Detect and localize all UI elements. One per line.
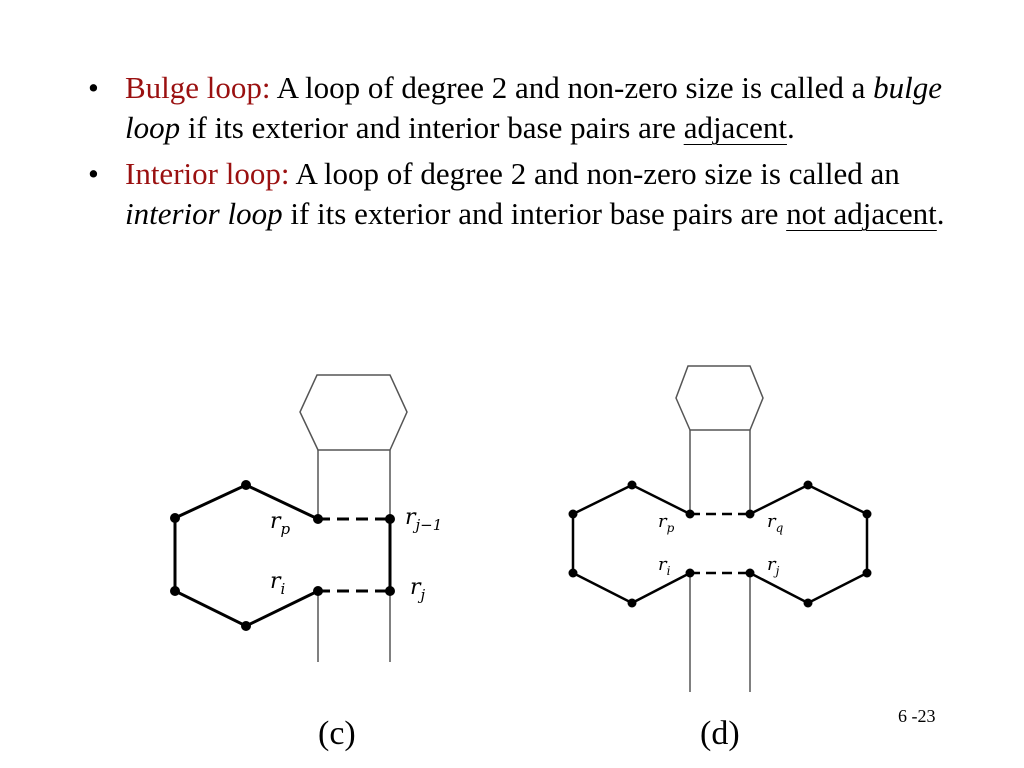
loop-backbone-left: [573, 485, 690, 603]
loop-backbone-right: [750, 485, 867, 603]
nucleotide-node: [746, 510, 755, 519]
nucleotide-node: [569, 510, 578, 519]
emphasized-term: interior loop: [125, 196, 283, 231]
label-rj-minus-1: $r_{j-1}$: [405, 505, 443, 534]
label-ri: $r_i$: [270, 569, 286, 598]
hairpin-loop-d: [676, 366, 763, 430]
nucleotide-node: [804, 481, 813, 490]
emphasized-term: bulge loop: [125, 70, 942, 145]
nucleotide-node: [385, 586, 395, 596]
figure-c-bulge-loop: [170, 375, 442, 662]
label-rq: $r_q$: [767, 511, 784, 535]
nucleotide-node: [170, 513, 180, 523]
definition-text: A loop of degree 2 and non-zero size is called an: [289, 156, 900, 191]
nucleotide-node: [863, 510, 872, 519]
bullet-dot: •: [88, 70, 99, 105]
caption-c: (c): [318, 715, 356, 752]
label-rp: $r_p$: [658, 511, 675, 535]
label-rj: $r_j$: [767, 554, 780, 578]
label-rj: $r_j$: [410, 575, 426, 604]
underlined-word: adjacent: [683, 110, 787, 145]
definition-text: if its exterior and interior base pairs are: [180, 110, 684, 145]
hairpin-loop-c: [300, 375, 407, 450]
nucleotide-node: [746, 569, 755, 578]
nucleotide-node: [313, 514, 323, 524]
nucleotide-node: [628, 481, 637, 490]
nucleotide-node: [170, 586, 180, 596]
nucleotide-node: [569, 569, 578, 578]
term-interior-loop: Interior loop:: [125, 156, 290, 191]
caption-d: (d): [700, 715, 740, 752]
definition-text: A loop of degree 2 and non-zero size is called a: [270, 70, 874, 105]
bullet-dot: •: [88, 156, 99, 191]
slide-number: 6 -23: [898, 706, 936, 726]
loop-backbone-c: [175, 485, 318, 626]
nucleotide-node: [241, 621, 251, 631]
nucleotide-node: [385, 514, 395, 524]
definition-text: .: [936, 196, 945, 231]
figure-d-interior-loop: [569, 366, 872, 692]
nucleotide-node: [313, 586, 323, 596]
label-ri: $r_i$: [658, 554, 671, 578]
label-rp: $r_p$: [270, 509, 291, 538]
underlined-word: not adjacent: [786, 196, 937, 231]
definition-text: .: [786, 110, 795, 145]
nucleotide-node: [628, 599, 637, 608]
nucleotide-node: [804, 599, 813, 608]
definition-text: if its exterior and interior base pairs are: [282, 196, 787, 231]
nucleotide-node: [863, 569, 872, 578]
nucleotide-node: [241, 480, 251, 490]
term-bulge-loop: Bulge loop:: [125, 70, 271, 105]
nucleotide-node: [686, 510, 695, 519]
nucleotide-node: [686, 569, 695, 578]
